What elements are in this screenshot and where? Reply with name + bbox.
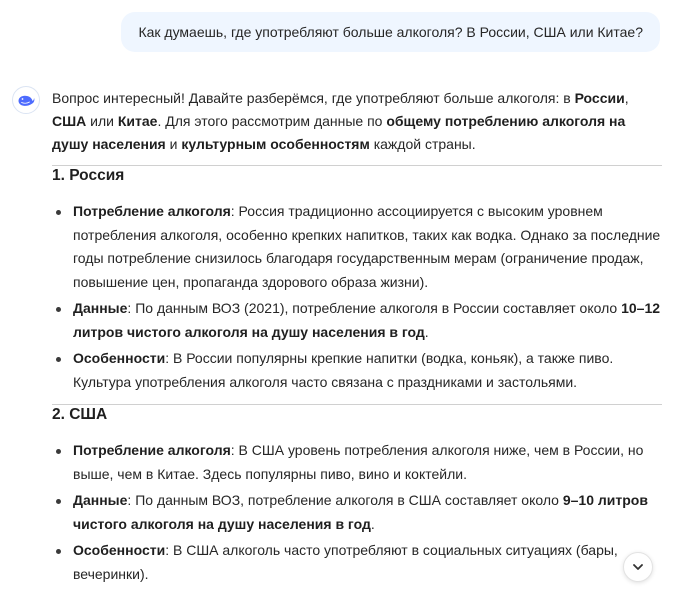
list-item: Потребление алкоголя: Россия традиционно ассоциируется с высоким уровнем потребления алкоголя, особенно крепких напитков, таких как водка. Однако за последние годы потребление снизилось благодаря государственным мерам (ограничение продаж, повышение цен, пропаганда здорового образа жизни). [52,200,662,294]
russia-list [52,200,662,394]
usa-list [52,439,662,586]
list-item: Потребление алкоголя: В США уровень потребления алкоголя ниже, чем в России, но выше, чем в Китае. Здесь популярны пиво, вино и коктейли. [52,439,662,486]
scroll-down-button[interactable] [623,552,653,582]
assistant-avatar [12,86,40,114]
intro-paragraph: Вопрос интересный! Давайте разберёмся, где употребляют больше алкоголя: в России, США или Китае. Для этого рассмотрим данные по общему потреблению алкоголя на душу населения и культурным особенностям каждой страны. [52,90,629,152]
section-heading-russia: 1. Россия [52,167,125,184]
list-item: Особенности: В США алкоголь часто употребляют в социальных ситуациях (бары, вечеринки). [52,539,662,586]
list-item: Данные: По данным ВОЗ, потребление алкоголя в США составляет около 9–10 литров чистого алкоголя на душу населения в год. [52,489,662,536]
assistant-answer [52,86,662,586]
list-item: Данные: По данным ВОЗ (2021), потребление алкоголя в России составляет около 10–12 литров чистого алкоголя на душу населения в год. [52,297,662,344]
list-item: Особенности: В России популярны крепкие напитки (водка, коньяк), а также пиво. Культура употребления алкоголя часто связана с праздниками и застольями. [52,347,662,394]
whale-logo-icon [17,93,35,107]
chevron-down-icon [631,560,645,574]
section-heading-usa: 2. США [52,406,108,423]
user-message-bubble: Как думаешь, где употребляют больше алкоголя? В России, США или Китае? [121,12,660,52]
